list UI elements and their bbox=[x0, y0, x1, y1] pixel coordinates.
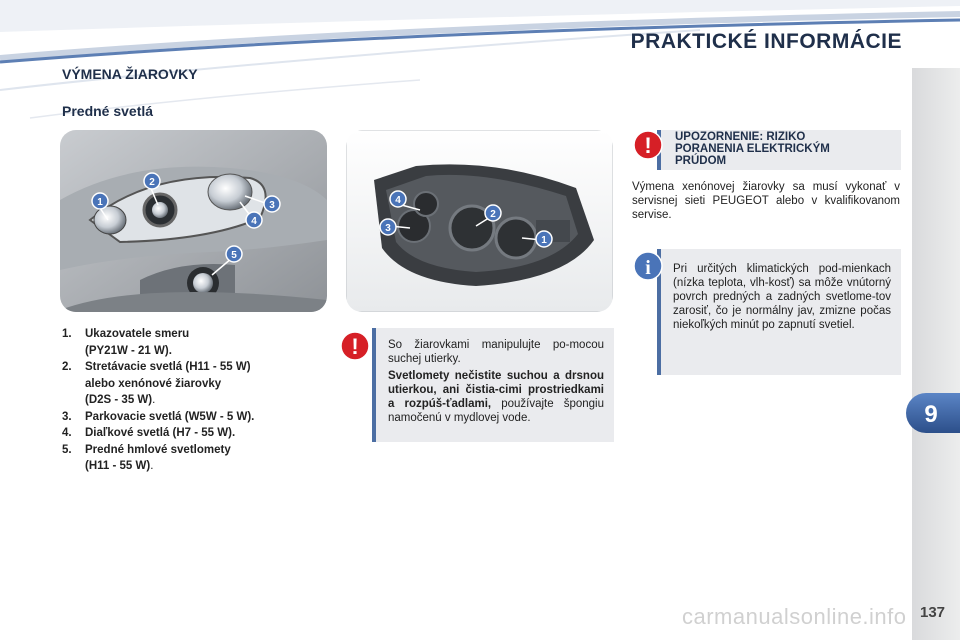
svg-text:2: 2 bbox=[149, 177, 155, 188]
page-number: 137 bbox=[920, 604, 946, 621]
legend-item-line: (PY21W - 21 W). bbox=[85, 344, 172, 357]
chapter-tab bbox=[906, 393, 960, 433]
legend-item bbox=[62, 442, 332, 475]
legend-item-line: Stretávacie svetlá (H11 - 55 W) bbox=[85, 361, 251, 373]
handling-note-bold: Svetlomety nečistite suchou a drsnou utierkou, ani čistia-cimi prostriedkami a rozpúš-ťadlami, bbox=[388, 370, 604, 410]
callout-3 bbox=[380, 219, 396, 235]
callout-2 bbox=[144, 173, 160, 189]
svg-text:1: 1 bbox=[541, 235, 547, 246]
legend-item bbox=[62, 425, 332, 442]
svg-text:3: 3 bbox=[269, 200, 275, 211]
legend-item bbox=[62, 359, 332, 409]
svg-text:!: ! bbox=[351, 334, 359, 359]
svg-text:4: 4 bbox=[251, 216, 257, 227]
bulb-legend-list bbox=[62, 326, 332, 475]
legend-item bbox=[62, 409, 332, 426]
callout-5 bbox=[226, 246, 242, 262]
legend-item-number: 5. bbox=[62, 443, 72, 456]
legend-item-line: Predné hmlové svetlomety bbox=[85, 443, 231, 456]
warning-title-line: PORANENIA ELEKTRICKÝM bbox=[675, 143, 830, 155]
svg-text:i: i bbox=[645, 257, 651, 279]
legend-item-line: alebo xenónové žiarovky bbox=[85, 377, 222, 390]
legend-item-tail: . bbox=[150, 460, 154, 472]
warning-title-line: PRÚDOM bbox=[675, 155, 727, 167]
svg-text:2: 2 bbox=[490, 209, 496, 220]
warning-icon bbox=[340, 331, 370, 361]
legend-item-tail: . bbox=[152, 394, 156, 406]
svg-text:5: 5 bbox=[231, 250, 237, 261]
handling-note-text-2 bbox=[388, 369, 604, 425]
headlamp-front-photo bbox=[60, 130, 327, 312]
page-header-title: PRAKTICKÉ INFORMÁCIE bbox=[630, 30, 902, 53]
warning-title-line: UPOZORNENIE: RIZIKO bbox=[675, 131, 806, 143]
legend-item-number: 4. bbox=[62, 427, 72, 439]
legend-item-line: Ukazovatele smeru bbox=[85, 328, 190, 340]
chapter-number: 9 bbox=[924, 401, 938, 428]
callout-1 bbox=[92, 193, 108, 209]
callout-4 bbox=[246, 212, 262, 228]
chapter-strip bbox=[912, 68, 960, 640]
section-title: VÝMENA ŽIAROVKY bbox=[62, 66, 198, 82]
svg-text:1: 1 bbox=[97, 197, 103, 208]
handling-note-text-1: So žiarovkami manipulujte po-mocou suchej utierky. bbox=[388, 339, 604, 365]
legend-item-line: (H11 - 55 W). bbox=[85, 460, 154, 472]
legend-item-number: 2. bbox=[62, 361, 72, 373]
callout-3 bbox=[264, 196, 280, 212]
handling-note-rest: používajte špongiu namočenú v mydlovej vode. bbox=[388, 398, 604, 424]
legend-item-line: Diaľkové svetlá (H7 - 55 W). bbox=[85, 427, 236, 439]
legend-item-number: 1. bbox=[62, 328, 72, 340]
callout-2 bbox=[485, 205, 501, 221]
svg-text:!: ! bbox=[644, 133, 652, 158]
warning-icon bbox=[633, 130, 663, 160]
legend-item-line: (D2S - 35 W). bbox=[85, 394, 156, 406]
headlamp-rear-photo bbox=[346, 130, 613, 312]
electric-shock-warning-text: Výmena xenónovej žiarovky sa musí vykonať v servisnej sieti PEUGEOT alebo v kvalifikovanom servise. bbox=[632, 181, 900, 221]
subsection-title: Predné svetlá bbox=[62, 103, 154, 119]
svg-text:4: 4 bbox=[395, 195, 401, 206]
legend-item-number: 3. bbox=[62, 410, 72, 423]
callout-4 bbox=[390, 191, 406, 207]
callout-1 bbox=[536, 231, 552, 247]
watermark: carmanualsonline.info bbox=[682, 604, 907, 629]
condensation-info-box bbox=[657, 249, 901, 375]
legend-item bbox=[62, 326, 332, 359]
handling-note-box bbox=[372, 328, 614, 442]
header-swoosh bbox=[0, 0, 960, 120]
info-icon bbox=[633, 251, 663, 281]
condensation-info-text: Pri určitých klimatických pod-mienkach (nízka teplota, vlh-kosť) sa môže vnútorný povrch predných a zadných svetlome-tov zarosiť, čo je normálny jav, zmizne počas niekoľkých minút po zapnutí svetiel. bbox=[673, 263, 891, 331]
electric-shock-warning-header bbox=[657, 130, 901, 170]
svg-text:3: 3 bbox=[385, 223, 391, 234]
legend-item-line: Parkovacie svetlá (W5W - 5 W). bbox=[85, 410, 255, 423]
